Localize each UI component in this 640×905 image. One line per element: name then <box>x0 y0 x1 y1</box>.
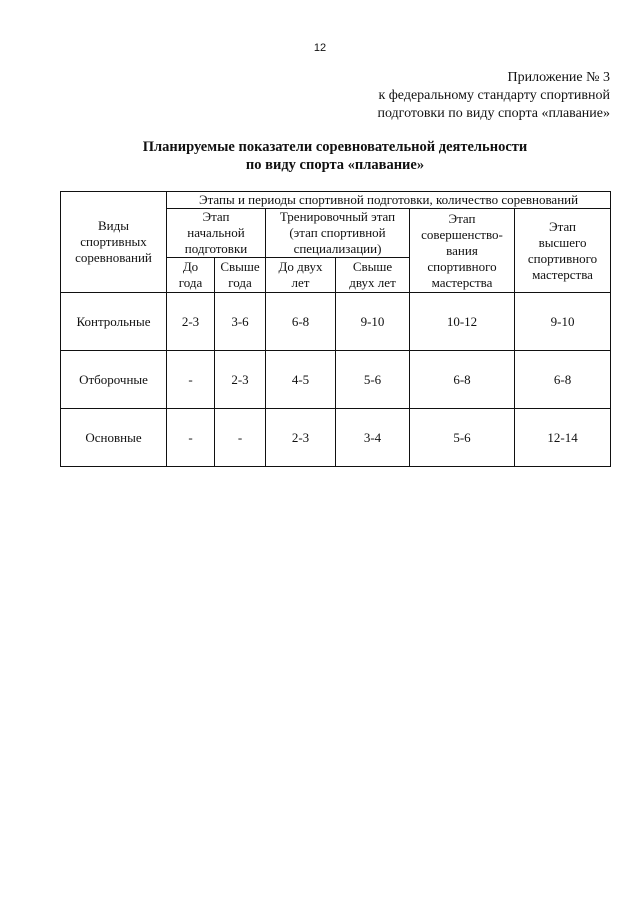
subheader-initial-upto-year <box>167 258 215 293</box>
table-cell: 2-3 <box>167 293 215 351</box>
table-cell: 2-3 <box>215 351 266 409</box>
header-line: Виды <box>98 218 129 233</box>
table-cell: 12-14 <box>515 409 611 467</box>
header-line: спортивного <box>527 250 598 266</box>
header-line: начальной <box>187 225 245 240</box>
header-line: подготовки <box>184 241 248 256</box>
appendix-line: Приложение № 3 <box>507 70 610 85</box>
appendix-line: к федеральному стандарту спортивной <box>378 88 610 103</box>
header-line: Этап <box>549 218 577 234</box>
table-cell: 6-8 <box>515 351 611 409</box>
stage-highest-header <box>515 209 611 293</box>
table-cell: - <box>167 351 215 409</box>
subheader-training-over-two-years <box>336 258 410 293</box>
header-line: года <box>178 275 203 290</box>
header-line: спортивных <box>80 234 147 249</box>
title-line: по виду спорта «плавание» <box>245 157 425 173</box>
header-line: совершенство- <box>421 226 503 242</box>
subheader-initial-over-year <box>215 258 266 293</box>
table-cell: 2-3 <box>266 409 336 467</box>
title-line: Планируемые показатели соревновательной деятельности <box>142 139 528 155</box>
appendix-line: подготовки по виду спорта «плавание» <box>377 106 610 121</box>
table-row <box>61 409 611 467</box>
header-line: мастерства <box>532 266 593 282</box>
header-line: До <box>182 259 199 274</box>
group-header-cell: Этапы и периоды спортивной подготовки, количество соревнований <box>167 192 611 209</box>
header-line: соревнований <box>75 250 152 265</box>
competition-metrics-table <box>60 191 611 467</box>
competition-type-cell: Основные <box>61 409 167 467</box>
table-cell: 10-12 <box>410 293 515 351</box>
header-line: До двух <box>278 259 323 274</box>
table-cell: 6-8 <box>266 293 336 351</box>
document-title <box>60 138 610 174</box>
header-line: (этап спортивной <box>289 225 386 240</box>
page-number: 12 <box>313 42 327 54</box>
table-cell: 5-6 <box>336 351 410 409</box>
appendix-header <box>280 69 610 123</box>
table-cell: 4-5 <box>266 351 336 409</box>
header-line: лет <box>291 275 310 290</box>
header-line: мастерства <box>431 274 493 290</box>
competition-type-cell: Отборочные <box>61 351 167 409</box>
competition-type-cell: Контрольные <box>61 293 167 351</box>
stage-training-header <box>266 209 410 258</box>
table-cell: 9-10 <box>336 293 410 351</box>
table-row <box>61 351 611 409</box>
row-header-cell <box>61 192 167 293</box>
header-line: специализации) <box>293 241 382 256</box>
stage-initial-header <box>167 209 266 258</box>
header-line: Свыше <box>220 259 260 274</box>
table-cell: 3-6 <box>215 293 266 351</box>
header-line: Этап <box>448 210 476 226</box>
table-cell: 3-4 <box>336 409 410 467</box>
stage-improvement-header <box>410 209 515 293</box>
subheader-training-upto-two-years <box>266 258 336 293</box>
header-line: высшего <box>538 234 587 250</box>
header-line: года <box>228 275 252 290</box>
table-header-row <box>61 192 611 209</box>
header-line: Свыше <box>352 259 393 274</box>
header-line: Тренировочный этап <box>279 209 396 224</box>
header-line: двух лет <box>349 275 396 290</box>
header-line: спортивного <box>427 258 497 274</box>
table-cell: - <box>215 409 266 467</box>
header-line: Этап <box>202 209 230 224</box>
table-row <box>61 293 611 351</box>
table-cell: 9-10 <box>515 293 611 351</box>
table-cell: 6-8 <box>410 351 515 409</box>
header-line: вания <box>446 242 478 258</box>
table-cell: - <box>167 409 215 467</box>
table-cell: 5-6 <box>410 409 515 467</box>
